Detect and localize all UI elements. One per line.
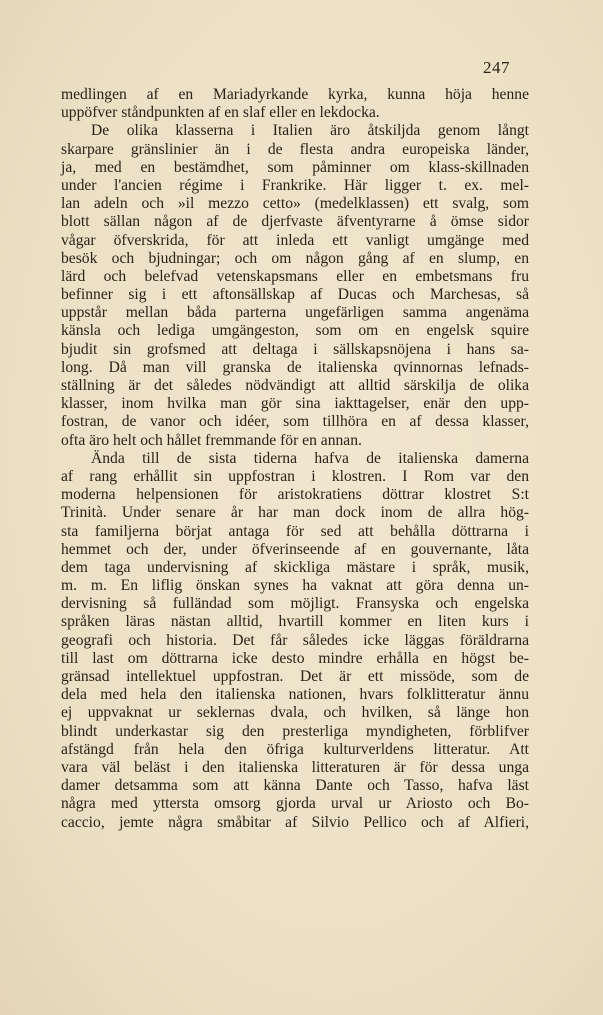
text-line: fostran, de vanor och idéer, som tillhöra en af dessa klasser,: [61, 413, 529, 431]
page-number: 247: [483, 58, 510, 77]
text-line: gränsad intellektuel uppfostran. Det är ett missöde, som de: [61, 668, 529, 685]
text-line: dervisning så fulländad som möjligt. Fransyska och engelska: [61, 595, 529, 613]
text-line: vågar öfverskrida, för att inleda ett vanligt umgänge med: [61, 231, 529, 249]
text-line: afstängd från hela den öfriga kulturverldens litteratur. Att: [61, 740, 529, 758]
text-line: klasser, inom hvilka man gör sina iakttagelser, enär den upp-: [61, 395, 529, 413]
text-line: befinner sig i ett aftonsällskap af Ducas och Marchesas, så: [61, 286, 529, 304]
text-line: moderna helpensionen för aristokratiens döttrar klostret S:t: [61, 486, 529, 504]
text-line: De olika klasserna i Italien äro åtskiljda genom långt: [91, 122, 529, 140]
text-line: språken läras nästan alltid, hvartill kommer en liten kurs i: [61, 613, 529, 631]
text-line: blott sällan någon af de djerfvaste äfventyrarne å ömse sidor: [61, 213, 529, 231]
text-line: dela med hela den italienska nationen, hvars folklitteratur ännu: [61, 686, 529, 704]
text-line: medlingen af en Mariadyrkande kyrka, kunna höja henne: [61, 86, 529, 103]
text-line: ställning är det således nödvändigt att alltid särskilja de olika: [61, 377, 529, 394]
text-line: long. Då man vill granska de italienska qvinnornas lefnads-: [61, 358, 529, 376]
text-line: m. m. En liflig önskan synes ha vaknat att göra denna un-: [61, 577, 529, 595]
text-line: ja, med en bestämdhet, som påminner om klass-skillnaden: [61, 158, 529, 176]
text-line: hemmet och der, under öfverinseende af en gouvernante, låta: [61, 540, 529, 558]
text-line: lan adeln och »il mezzo cetto» (medelklassen) ett svalg, som: [61, 195, 529, 213]
text-line: uppöfver ståndpunkten af en slaf eller en lekdocka.: [61, 104, 380, 122]
text-line: damer detsamma som att känna Dante och Tasso, hafva läst: [61, 777, 529, 795]
text-line: under l'ancien régime i Frankrike. Här ligger t. ex. mel-: [61, 176, 529, 194]
text-line: ofta äro helt och hållet fremmande för en annan.: [61, 431, 362, 449]
text-line: skarpare gränslinier än i de flesta andra europeiska länder,: [61, 140, 529, 158]
text-line: vara väl beläst i den italienska litteraturen är för dessa unga: [61, 758, 529, 776]
text-line: af rang erhållit sin uppfostran i klostren. I Rom var den: [61, 467, 529, 485]
text-line: några med yttersta omsorg gjorda urval ur Ariosto och Bo-: [61, 795, 529, 813]
text-line: bjudit sin grofsmed att deltaga i sällskapsnöjena i hans sa-: [61, 340, 529, 358]
text-line: blindt underkastar sig den presterliga myndigheten, förblifver: [61, 722, 529, 740]
text-line: Ända till de sista tiderna hafva de italienska damerna: [91, 449, 529, 467]
text-line: ej uppvaknat ur seklernas dvala, och hvilken, så länge hon: [61, 704, 529, 722]
text-line: till last om döttrarna icke desto mindre erhålla en högst be-: [61, 649, 529, 667]
body-text: [61, 86, 529, 832]
text-line: geografi och historia. Det får således icke läggas föräldrarna: [61, 631, 529, 649]
text-line: sta familjerna börjat antaga för sed att behålla döttrarna i: [61, 522, 529, 540]
text-line: besök och bjudningar; och om någon gång af en slump, en: [61, 249, 529, 267]
text-line: Trinità. Under senare år har man dock inom de allra hög-: [61, 504, 529, 522]
text-line: uppstår mellan båda parterna ungefärligen samma angenäma: [61, 304, 529, 322]
text-line: caccio, jemte några småbitar af Silvio Pellico och af Alfieri,: [61, 813, 529, 831]
text-line: känsla och lediga umgängeston, som om en engelsk squire: [61, 322, 529, 340]
text-line: dem taga undervisning af skickliga mästare i språk, musik,: [61, 558, 529, 576]
text-line: lärd och belefvad vetenskapsmans eller en embetsmans fru: [61, 267, 529, 285]
